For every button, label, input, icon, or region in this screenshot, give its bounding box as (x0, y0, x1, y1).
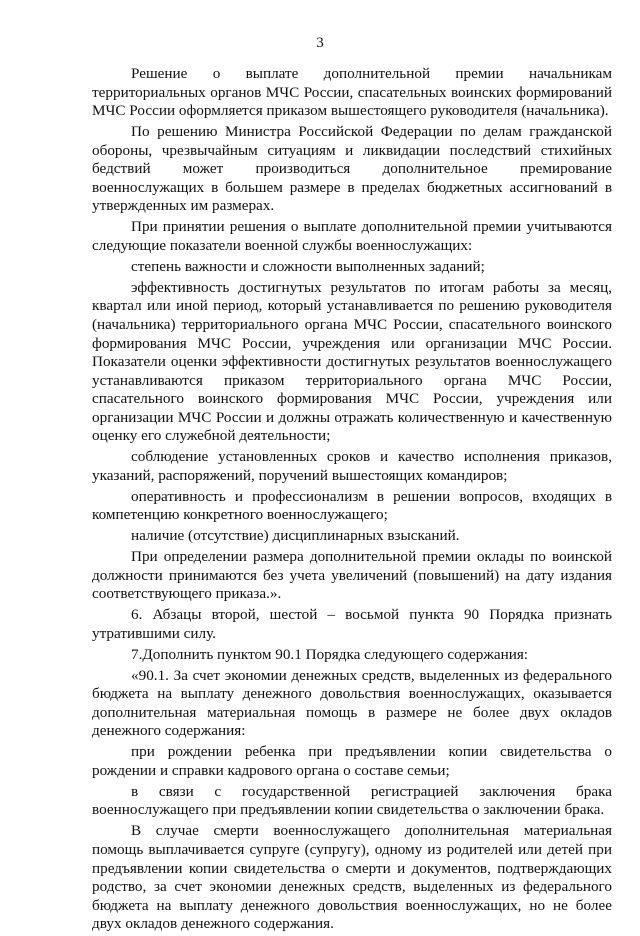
paragraph: в связи с государственной регистрацией заключения брака военнослужащего при предъявлении копии свидетельства о заключении брака. (92, 782, 612, 819)
paragraph: соблюдение установленных сроков и качество исполнения приказов, указаний, распоряжений, поручений вышестоящих командиров; (92, 448, 612, 484)
page-number: 3 (316, 35, 324, 51)
paragraph: При определении размера дополнительной премии оклады по воинской должности принимаются без учета увеличений (повышений) на дату издания соответствующего приказа.». (92, 548, 612, 603)
paragraph: при рождении ребенка при предъявлении копии свидетельства о рождении и справки кадрового органа о составе семьи; (92, 743, 612, 779)
paragraph: При принятии решения о выплате дополнительной премии учитываются следующие показатели военной службы военнослужащих: (92, 218, 612, 254)
paragraph: наличие (отсутствие) дисциплинарных взысканий. (131, 527, 460, 545)
paragraph: 6. Абзацы второй, шестой – восьмой пункта 90 Порядка признать утратившими силу. (92, 606, 612, 642)
paragraph: эффективность достигнутых результатов по итогам работы за месяц, квартал или иной период, который устанавливается по решению руководителя (начальника) территориального органа МЧС России, спасательного воинского формирования МЧС России, учреждения или организации МЧС России. Показатели оценки эффективности достигнутых результатов военнослужащего устанавливаются приказом территориального органа МЧС России, спасательного воинского формирования МЧС России, учреждения или организации МЧС России и должны отражать количественную и качественную оценку его служебной деятельности; (92, 278, 612, 445)
paragraph: По решению Министра Российской Федерации по делам гражданской обороны, чрезвычайным ситуациям и ликвидации последствий стихийных бедствий может производиться дополнительное премирование военнослужащих в большем размере в пределах бюджетных ассигнований в утвержденных им размерах. (92, 123, 612, 215)
body-text (92, 65, 612, 936)
paragraph: «90.1. За счет экономии денежных средств, выделенных из федерального бюджета на выплату денежного довольствия военнослужащих, оказывается дополнительная материальная помощь в размере не более двух окладов денежного содержания: (92, 666, 612, 740)
paragraph: оперативность и профессионализм в решении вопросов, входящих в компетенцию конкретного военнослужащего; (92, 487, 612, 524)
paragraph: степень важности и сложности выполненных заданий; (131, 257, 485, 275)
paragraph: В случае смерти военнослужащего дополнительная материальная помощь выплачивается супруге (супругу), одному из родителей или детей при предъявлении копии свидетельства о смерти и документов, подтверждающих родство, за счет экономии денежных средств, выделенных из федерального бюджета на выплату денежного довольствия военнослужащих, но не более двух окладов денежного содержания. (92, 822, 612, 933)
paragraph: Решение о выплате дополнительной премии начальникам территориальных органов МЧС России, спасательных воинских формирований МЧС России оформляется приказом вышестоящего руководителя (начальника). (92, 65, 612, 120)
paragraph: 7.Дополнить пунктом 90.1 Порядка следующего содержания: (131, 645, 529, 663)
